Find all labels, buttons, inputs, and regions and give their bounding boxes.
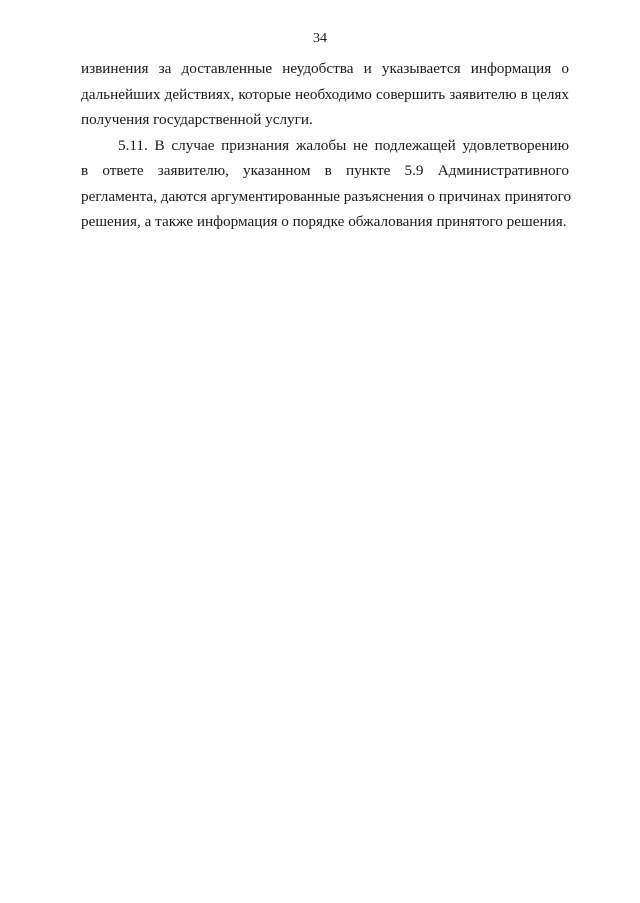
text-line-6: регламента, даются аргументированные разъяснения о причинах принятого bbox=[81, 187, 572, 205]
body-text bbox=[81, 56, 572, 235]
text-line-3: получения государственной услуги. bbox=[81, 111, 313, 128]
page-number: 34 bbox=[313, 31, 327, 46]
text-line-2: дальнейших действиях, которые необходимо совершить заявителю в целях bbox=[81, 85, 569, 103]
text-line-1: извинения за доставленные неудобства и указывается информация о bbox=[81, 60, 569, 77]
text-line-7: решения, а также информация о порядке обжалования принятого решения. bbox=[81, 213, 567, 230]
text-line-5: в ответе заявителю, указанном в пункте 5.9 Административного bbox=[81, 162, 569, 179]
text-line-4: 5.11. В случае признания жалобы не подлежащей удовлетворению bbox=[118, 136, 569, 154]
